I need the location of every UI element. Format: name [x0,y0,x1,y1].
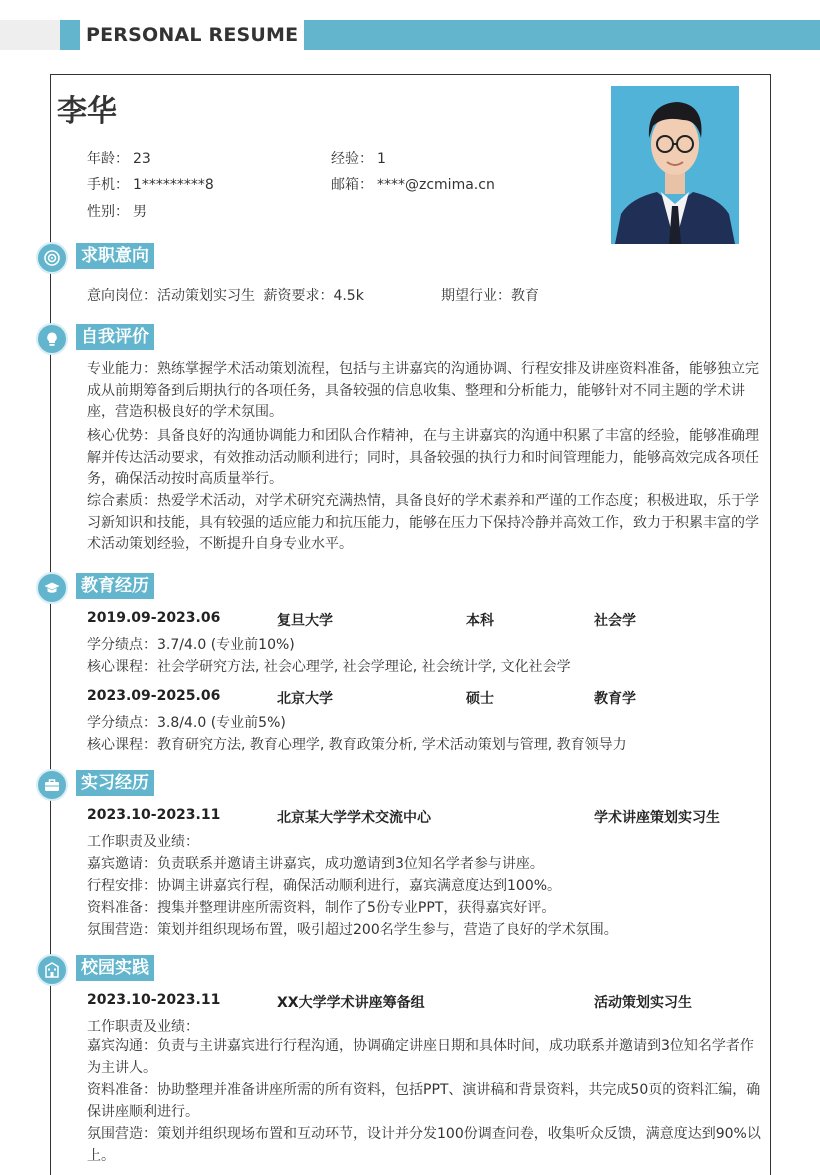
education-period: 2023.09-2025.06 [87,688,221,704]
salary-value: 4.5k [333,288,364,304]
education-row-1 [87,610,767,630]
internship-line: 行程安排：协调主讲嘉宾行程，确保活动顺利进行，嘉宾满意度达到100%。 [87,878,562,894]
section-campus-title: 校园实践 [76,955,154,981]
graduation-cap-icon [36,572,68,604]
campus-line: 嘉宾沟通：负责与主讲嘉宾进行行程沟通，协调确定讲座日期和具体时间，成功联系并邀请到3位知名学者作为主讲人。 [87,1038,754,1076]
self-eval-paragraph-2: 核心优势：具备良好的沟通协调能力和团队合作精神，在与主讲嘉宾的沟通中积累了丰富的经验，能够准确理解并传达活动要求，有效推动活动顺利进行；同时，具备较强的执行力和时间管理能力，能够高效完成各项任务，确保活动按时高质量举行。 [87,428,759,487]
email-value: ****@zcmima.cn [377,177,495,193]
education-school: 复旦大学 [277,613,333,629]
campus-period: 2023.10-2023.11 [87,992,221,1008]
campus-line: 资料准备：协助整理并准备讲座所需的所有资料，包括PPT、演讲稿和背景资料，共完成50页的资料汇编，确保讲座顺利进行。 [87,1082,761,1120]
internship-line: 工作职责及业绩： [87,834,199,850]
internship-line: 氛围营造：策划并组织现场布置，吸引超过200名学生参与，营造了良好的学术氛围。 [87,922,618,938]
section-self-eval-title: 自我评价 [76,324,154,350]
education-courses: 核心课程：教育研究方法, 教育心理学, 教育政策分析, 学术活动策划与管理, 教育领导力 [87,737,627,753]
education-degree: 本科 [466,613,494,629]
education-gpa: 学分绩点：3.7/4.0 (专业前10%) [87,637,295,653]
experience-info [331,148,386,168]
internship-period: 2023.10-2023.11 [87,807,221,823]
internship-org: 北京某大学学术交流中心 [277,810,431,826]
campus-role: 活动策划实习生 [594,995,692,1011]
email-info [331,174,495,194]
section-education-title: 教育经历 [76,573,154,599]
age-label: 年龄： [87,151,129,167]
position-value: 活动策划实习生 [157,288,255,304]
phone-label: 手机： [87,177,129,193]
school-building-icon [36,954,68,986]
experience-value: 1 [377,151,386,167]
campus-line: 工作职责及业绩： [87,1019,199,1035]
phone-value: 1*********8 [133,177,214,193]
industry-line [441,285,539,305]
banner-gray-block [0,20,60,50]
briefcase-icon [36,769,68,801]
target-icon [36,242,68,274]
top-banner [0,20,820,50]
candidate-name: 李华 [57,94,117,129]
education-row-2 [87,688,767,708]
age-info [87,148,151,168]
campus-row [87,992,767,1012]
gender-value: 男 [133,204,147,220]
section-intent-title: 求职意向 [76,243,154,269]
industry-value: 教育 [511,288,539,304]
resume-title: PERSONAL RESUME [80,20,304,50]
age-value: 23 [133,151,151,167]
internship-row [87,807,767,827]
education-courses: 核心课程：社会学研究方法, 社会心理学, 社会学理论, 社会统计学, 文化社会学 [87,659,571,675]
internship-role: 学术讲座策划实习生 [594,810,720,826]
phone-info [87,174,214,194]
education-gpa: 学分绩点：3.8/4.0 (专业前5%) [87,715,286,731]
education-school: 北京大学 [277,691,333,707]
gender-label: 性别： [87,204,129,220]
position-label: 意向岗位： [87,288,157,304]
campus-line: 氛围营造：策划并组织现场布置和互动环节，设计并分发100份调查问卷，收集听众反馈，满意度达到90%以上。 [87,1126,761,1164]
profile-photo [611,86,739,244]
self-eval-paragraph-1: 专业能力：熟练掌握学术活动策划流程，包括与主讲嘉宾的沟通协调、行程安排及讲座资料准备，能够独立完成从前期筹备到后期执行的各项任务，具备较强的信息收集、整理和分析能力，能够针对不同主题的学术讲座，营造积极良好的学术氛围。 [87,361,759,420]
education-degree: 硕士 [466,691,494,707]
education-major: 社会学 [594,613,636,629]
gender-info [87,201,147,221]
lightbulb-icon [36,323,68,355]
self-eval-paragraph-3: 综合素质：热爱学术活动，对学术研究充满热情，具备良好的学术素养和严谨的工作态度；积极进取，乐于学习新知识和技能，具有较强的适应能力和抗压能力，能够在压力下保持冷静并高效工作，致力于积累丰富的学术活动策划经验，不断提升自身专业水平。 [87,493,759,552]
education-period: 2019.09-2023.06 [87,610,221,626]
experience-label: 经验： [331,151,373,167]
section-internship-title: 实习经历 [76,770,154,796]
email-label: 邮箱： [331,177,373,193]
intent-line [87,285,364,305]
industry-label: 期望行业： [441,288,511,304]
internship-line: 资料准备：搜集并整理讲座所需资料，制作了5份专业PPT，获得嘉宾好评。 [87,900,556,916]
internship-line: 嘉宾邀请：负责联系并邀请主讲嘉宾，成功邀请到3位知名学者参与讲座。 [87,856,544,872]
education-major: 教育学 [594,691,636,707]
salary-label: 薪资要求： [263,288,334,304]
campus-org: XX大学学术讲座筹备组 [277,995,425,1011]
